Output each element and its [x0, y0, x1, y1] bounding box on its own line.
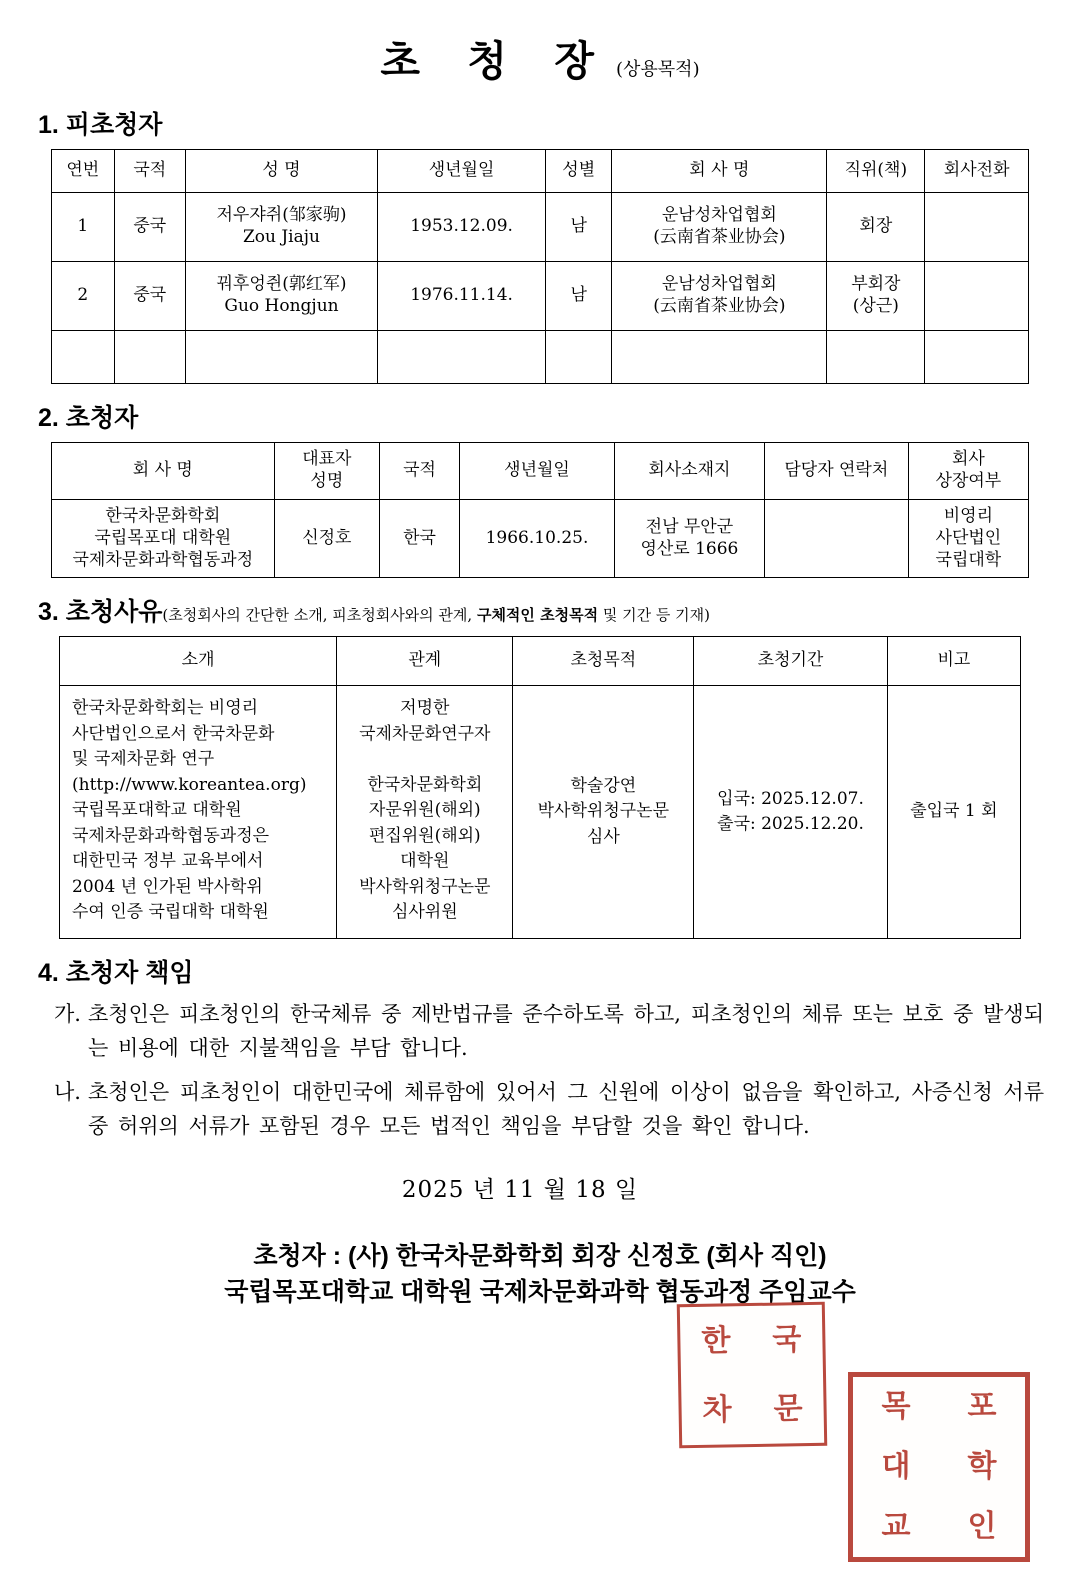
intro-line: 2004 년 인가된 박사학위 — [72, 876, 263, 897]
cell-address-line2: 영산로 1666 — [640, 538, 739, 559]
period-entry: 입국: 2025.12.07. — [717, 788, 864, 809]
section-heading-reason-text: 3. 초청사유 — [38, 598, 163, 627]
col-no: 연번 — [52, 150, 115, 193]
intro-line: 수여 인증 국립대학 대학원 — [72, 902, 269, 923]
cell-name-ko: 저우쟈쥐(邹家驹) — [216, 205, 347, 226]
col-representative-line2: 성명 — [310, 471, 344, 491]
section-heading-inviter: 2. 초청자 — [38, 404, 139, 432]
cell-empty — [925, 331, 1029, 384]
cell-gender: 남 — [546, 262, 612, 331]
reason-table — [59, 636, 1021, 939]
intro-line: 한국차문화학회는 비영리 — [72, 698, 259, 719]
seal-char: 목 — [881, 1390, 911, 1423]
university-seal-stamp — [848, 1372, 1030, 1562]
relation-line: 한국차문화학회 — [367, 774, 483, 795]
table-row — [52, 500, 1029, 578]
col-nationality: 국적 — [380, 443, 460, 500]
cell-intro — [60, 686, 337, 939]
relation-line-blank — [343, 747, 506, 773]
cell-company-cn: (云南省茶业协会) — [653, 227, 786, 247]
cell-company — [52, 500, 275, 578]
cell-gender: 남 — [546, 193, 612, 262]
table-header-row — [52, 443, 1029, 500]
cell-name-en: Guo Hongjun — [224, 296, 339, 316]
relation-line: 편집위원(해외) — [368, 825, 481, 846]
col-birth: 생년월일 — [377, 150, 545, 193]
cell-company-ko: 운남성차업협회 — [661, 205, 777, 226]
cell-representative: 신정호 — [274, 500, 380, 578]
col-address: 회사소재지 — [614, 443, 764, 500]
purpose-line: 박사학위청구논문 — [537, 801, 670, 822]
col-company: 회 사 명 — [52, 443, 275, 500]
cell-phone — [925, 262, 1029, 331]
table-row — [60, 686, 1021, 939]
cell-birth: 1966.10.25. — [460, 500, 615, 578]
inviter-table — [51, 442, 1029, 578]
cell-listed-line1: 비영리 — [943, 506, 994, 526]
cell-company-cn: (云南省茶业协会) — [653, 296, 786, 316]
responsibility-item — [36, 1075, 1044, 1143]
table-row-empty — [52, 331, 1029, 384]
cell-period — [694, 686, 888, 939]
cell-empty — [52, 331, 115, 384]
table-row — [52, 262, 1029, 331]
cell-empty — [612, 331, 827, 384]
cell-company-line1: 한국차문화학회 — [105, 506, 221, 526]
cell-listed-line3: 국립대학 — [935, 549, 1002, 570]
cell-address-line1: 전남 무안군 — [645, 516, 734, 537]
table-row — [52, 193, 1029, 262]
cell-relation — [337, 686, 513, 939]
seal-char: 포 — [967, 1390, 997, 1423]
cell-phone — [925, 193, 1029, 262]
seal-char: 차 — [702, 1392, 732, 1427]
cell-no: 1 — [52, 193, 115, 262]
cell-company-line3: 국제차문화과학협동과정 — [72, 549, 254, 570]
cell-listed-line2: 사단법인 — [935, 527, 1002, 548]
cell-empty — [377, 331, 545, 384]
col-intro: 소개 — [60, 637, 337, 686]
col-birth: 생년월일 — [460, 443, 615, 500]
document-title — [30, 28, 1050, 87]
cell-company-line2: 국립목포대 대학원 — [94, 527, 232, 548]
seal-char: 국 — [772, 1322, 802, 1357]
seal-char: 인 — [967, 1510, 997, 1543]
col-relation: 관계 — [337, 637, 513, 686]
cell-position: 회장 — [827, 193, 925, 262]
col-phone: 회사전화 — [925, 150, 1029, 193]
cell-birth: 1953.12.09. — [377, 193, 545, 262]
cell-nationality: 한국 — [380, 500, 460, 578]
col-purpose: 초청목적 — [513, 637, 694, 686]
relation-line: 박사학위청구논문 — [359, 876, 491, 897]
col-name: 성 명 — [186, 150, 378, 193]
col-remark: 비고 — [887, 637, 1020, 686]
cell-name — [186, 193, 378, 262]
seal-char: 교 — [881, 1510, 911, 1543]
relation-line: 대학원 — [400, 851, 450, 872]
cell-contact — [764, 500, 908, 578]
col-contact: 담당자 연락처 — [764, 443, 908, 500]
cell-no: 2 — [52, 262, 115, 331]
seal-char: 문 — [773, 1391, 803, 1426]
table-header-row — [60, 637, 1021, 686]
responsibility-text: 초청인은 피초청인의 한국체류 중 제반법규를 준수하도록 하고, 피초청인의 체류 또는 보호 중 발생되는 비용에 대한 지불책임을 부담 합니다. — [88, 1001, 1044, 1060]
col-company: 회 사 명 — [612, 150, 827, 193]
purpose-line: 학술강연 — [570, 775, 637, 796]
invitees-table — [51, 149, 1029, 384]
col-listed-line1: 회사 — [951, 449, 985, 470]
signature-block — [30, 1238, 1050, 1311]
cell-name-ko: 꿔후엉쥔(郭红军) — [216, 274, 347, 295]
col-period: 초청기간 — [694, 637, 888, 686]
col-representative-line1: 대표자 — [302, 449, 352, 470]
table-header-row — [52, 150, 1029, 193]
intro-line: 및 국제차문화 연구 — [72, 749, 215, 770]
section-heading-invitees: 1. 피초청자 — [38, 111, 163, 139]
relation-line: 심사위원 — [391, 902, 458, 923]
responsibility-text: 초청인은 피초청인이 대한민국에 체류함에 있어서 그 신원에 이상이 없음을 확인하고, 사증신청 서류 중 허위의 서류가 포함된 경우 모든 법적인 책임을 부담할 것을 확인 합니다. — [88, 1079, 1044, 1138]
cell-company — [612, 193, 827, 262]
section-heading-reason — [38, 592, 1050, 628]
section-heading-responsibility: 4. 초청자 책임 — [38, 958, 194, 987]
note-bold: 구체적인 초청목적 — [476, 606, 599, 625]
cell-name — [186, 262, 378, 331]
cell-position — [827, 262, 925, 331]
col-listed — [908, 443, 1028, 500]
cell-company-ko: 운남성차업협회 — [661, 274, 777, 295]
seal-char: 대 — [881, 1450, 911, 1483]
cell-empty — [186, 331, 378, 384]
responsibility-item — [36, 997, 1044, 1065]
responsibility-label: 가. — [54, 1001, 81, 1026]
signature-date: 2025 년 11 월 18 일 — [401, 1176, 639, 1203]
intro-line: (http://www.koreantea.org) — [72, 774, 307, 795]
responsibility-label: 나. — [54, 1079, 81, 1104]
cell-nationality: 중국 — [114, 193, 185, 262]
seal-char: 학 — [967, 1450, 997, 1483]
col-position: 직위(책) — [827, 150, 925, 193]
cell-purpose — [513, 686, 694, 939]
relation-line: 국제차문화연구자 — [359, 723, 491, 744]
intro-line: 국립목포대학교 대학원 — [72, 800, 242, 821]
purpose-line: 심사 — [586, 826, 620, 847]
cell-birth: 1976.11.14. — [377, 262, 545, 331]
col-gender: 성별 — [546, 150, 612, 193]
relation-line: 저명한 — [400, 698, 450, 719]
period-exit: 출국: 2025.12.20. — [717, 814, 864, 834]
col-listed-line2: 상장여부 — [935, 471, 1002, 491]
intro-line: 사단법인으로서 한국차문화 — [72, 723, 275, 744]
society-seal-stamp — [677, 1302, 827, 1449]
responsibility-list — [36, 997, 1044, 1143]
intro-line: 대한민국 정부 교육부에서 — [72, 851, 264, 872]
cell-position-line1: 부회장 — [851, 274, 901, 295]
note-part2: 및 기간 등 기재) — [598, 606, 710, 625]
col-nationality: 국적 — [114, 150, 185, 193]
cell-company — [612, 262, 827, 331]
cell-remark: 출입국 1 회 — [887, 686, 1020, 939]
section-heading-reason-note — [162, 606, 710, 624]
signature-line-2: 국립목포대학교 대학원 국제차문화과학 협동과정 주임교수 — [224, 1278, 856, 1307]
cell-empty — [827, 331, 925, 384]
cell-listed — [908, 500, 1028, 578]
signature-line-1: 초청자 : (사) 한국차문화학회 회장 신정호 (회사 직인) — [253, 1241, 827, 1270]
cell-address — [614, 500, 764, 578]
cell-nationality: 중국 — [114, 262, 185, 331]
cell-empty — [114, 331, 185, 384]
intro-line: 국제차문화과학협동과정은 — [72, 825, 270, 846]
title-subtitle: (상용목적) — [616, 59, 700, 80]
col-representative — [274, 443, 380, 500]
cell-position-line2: (상근) — [852, 296, 899, 316]
cell-name-en: Zou Jiaju — [242, 227, 320, 247]
cell-empty — [546, 331, 612, 384]
note-part1: (초청회사의 간단한 소개, 피초청회사와의 관계, — [162, 606, 477, 625]
seal-char: 한 — [701, 1323, 731, 1358]
title-main: 초 청 장 — [380, 38, 612, 84]
relation-line: 자문위원(해외) — [368, 800, 481, 821]
